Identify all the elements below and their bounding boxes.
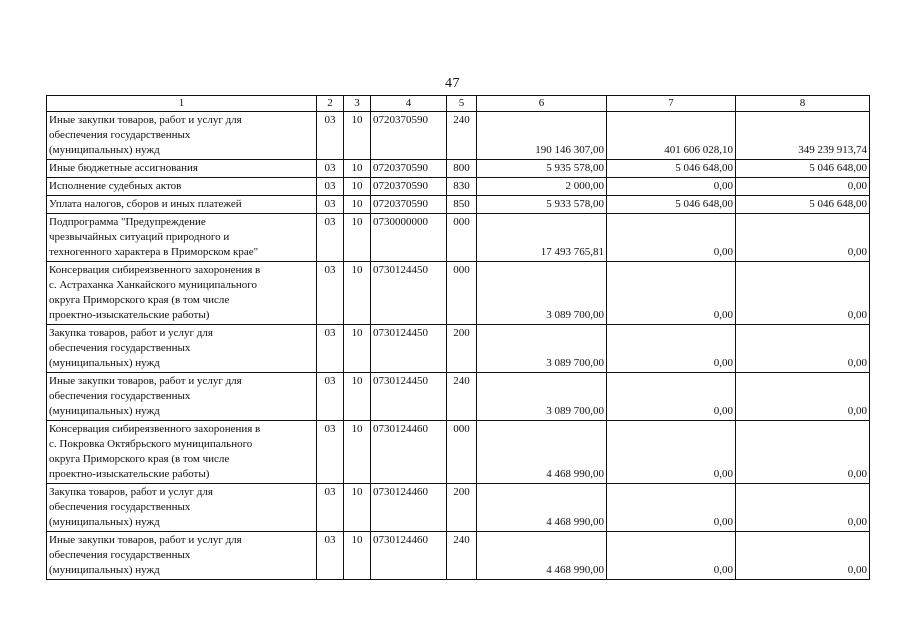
amount-col-7: 5 046 648,00	[607, 196, 736, 214]
amount-col-8: 0,00	[736, 262, 870, 325]
section-code: 03	[317, 178, 344, 196]
amount-col-7: 0,00	[607, 262, 736, 325]
table-row	[47, 262, 870, 325]
target-article-code: 0720370590	[371, 178, 447, 196]
row-name	[47, 373, 317, 421]
row-name-line: обеспечения государственных	[49, 342, 191, 354]
row-name-line: округа Приморского края (в том числе	[49, 294, 230, 306]
amount-col-6: 4 468 990,00	[477, 421, 607, 484]
row-name-line: (муниципальных) нужд	[49, 564, 160, 576]
section-code: 03	[317, 421, 344, 484]
row-name-line: с. Покровка Октябрьского муниципального	[49, 438, 253, 450]
row-name	[47, 160, 317, 178]
expense-type-code: 240	[447, 112, 477, 160]
row-name	[47, 532, 317, 580]
header-cell: 5	[447, 96, 477, 112]
amount-col-8: 0,00	[736, 178, 870, 196]
expense-type-code: 850	[447, 196, 477, 214]
target-article-code: 0720370590	[371, 160, 447, 178]
expense-type-code: 240	[447, 532, 477, 580]
amount-col-6: 190 146 307,00	[477, 112, 607, 160]
header-cell: 1	[47, 96, 317, 112]
row-name-line: (муниципальных) нужд	[49, 516, 160, 528]
amount-col-7: 0,00	[607, 421, 736, 484]
expense-type-code: 830	[447, 178, 477, 196]
amount-col-8: 0,00	[736, 532, 870, 580]
header-row	[47, 96, 870, 112]
amount-col-7: 0,00	[607, 484, 736, 532]
amount-col-6: 3 089 700,00	[477, 373, 607, 421]
table-body	[47, 96, 870, 580]
table-row	[47, 532, 870, 580]
amount-col-7: 0,00	[607, 178, 736, 196]
header-cell: 7	[607, 96, 736, 112]
expense-type-code: 000	[447, 214, 477, 262]
target-article-code: 0730124460	[371, 484, 447, 532]
header-cell: 3	[344, 96, 371, 112]
section-code: 03	[317, 325, 344, 373]
row-name-line: обеспечения государственных	[49, 549, 191, 561]
row-name	[47, 112, 317, 160]
subsection-code: 10	[344, 112, 371, 160]
header-cell: 8	[736, 96, 870, 112]
expense-type-code: 200	[447, 484, 477, 532]
subsection-code: 10	[344, 484, 371, 532]
header-cell: 4	[371, 96, 447, 112]
target-article-code: 0730000000	[371, 214, 447, 262]
row-name-line: обеспечения государственных	[49, 390, 191, 402]
section-code: 03	[317, 262, 344, 325]
table-row	[47, 214, 870, 262]
expense-type-code: 000	[447, 421, 477, 484]
header-cell: 6	[477, 96, 607, 112]
table-row	[47, 421, 870, 484]
row-name	[47, 262, 317, 325]
row-name-line: Закупка товаров, работ и услуг для	[49, 486, 213, 498]
row-name-line: проектно-изыскательские работы)	[49, 468, 210, 480]
amount-col-6: 4 468 990,00	[477, 532, 607, 580]
row-name-line: Иные закупки товаров, работ и услуг для	[49, 534, 242, 546]
subsection-code: 10	[344, 178, 371, 196]
target-article-code: 0730124460	[371, 421, 447, 484]
amount-col-6: 3 089 700,00	[477, 262, 607, 325]
target-article-code: 0730124450	[371, 262, 447, 325]
target-article-code: 0730124460	[371, 532, 447, 580]
row-name-line: Подпрограмма "Предупреждение	[49, 216, 206, 228]
target-article-code: 0720370590	[371, 112, 447, 160]
section-code: 03	[317, 373, 344, 421]
row-name-line: обеспечения государственных	[49, 501, 191, 513]
header-cell: 2	[317, 96, 344, 112]
amount-col-7: 0,00	[607, 214, 736, 262]
subsection-code: 10	[344, 532, 371, 580]
row-name-line: Исполнение судебных актов	[49, 180, 182, 192]
table-row	[47, 112, 870, 160]
row-name-line: обеспечения государственных	[49, 129, 191, 141]
subsection-code: 10	[344, 421, 371, 484]
row-name-line: (муниципальных) нужд	[49, 357, 160, 369]
row-name-line: Консервация сибиреязвенного захоронения в	[49, 264, 261, 276]
row-name-line: Уплата налогов, сборов и иных платежей	[49, 198, 242, 210]
amount-col-7: 5 046 648,00	[607, 160, 736, 178]
page-number: 47	[445, 76, 460, 91]
table-row	[47, 325, 870, 373]
amount-col-8: 349 239 913,74	[736, 112, 870, 160]
row-name-line: Закупка товаров, работ и услуг для	[49, 327, 213, 339]
amount-col-8: 0,00	[736, 373, 870, 421]
row-name-line: (муниципальных) нужд	[49, 144, 160, 156]
expense-type-code: 800	[447, 160, 477, 178]
row-name-line: Иные закупки товаров, работ и услуг для	[49, 375, 242, 387]
expense-type-code: 240	[447, 373, 477, 421]
table-row	[47, 160, 870, 178]
subsection-code: 10	[344, 325, 371, 373]
amount-col-6: 5 933 578,00	[477, 196, 607, 214]
section-code: 03	[317, 160, 344, 178]
target-article-code: 0730124450	[371, 373, 447, 421]
section-code: 03	[317, 112, 344, 160]
amount-col-8: 5 046 648,00	[736, 160, 870, 178]
table-row	[47, 373, 870, 421]
amount-col-6: 17 493 765,81	[477, 214, 607, 262]
row-name	[47, 484, 317, 532]
target-article-code: 0730124450	[371, 325, 447, 373]
section-code: 03	[317, 532, 344, 580]
amount-col-6: 5 935 578,00	[477, 160, 607, 178]
row-name	[47, 325, 317, 373]
expense-type-code: 000	[447, 262, 477, 325]
row-name-line: техногенного характера в Приморском крае"	[49, 246, 259, 258]
amount-col-7: 0,00	[607, 532, 736, 580]
row-name-line: чрезвычайных ситуаций природного и	[49, 231, 230, 243]
amount-col-6: 4 468 990,00	[477, 484, 607, 532]
table-row	[47, 196, 870, 214]
amount-col-7: 401 606 028,10	[607, 112, 736, 160]
row-name-line: Консервация сибиреязвенного захоронения в	[49, 423, 261, 435]
subsection-code: 10	[344, 196, 371, 214]
row-name	[47, 214, 317, 262]
subsection-code: 10	[344, 214, 371, 262]
amount-col-6: 3 089 700,00	[477, 325, 607, 373]
row-name-line: проектно-изыскательские работы)	[49, 309, 210, 321]
subsection-code: 10	[344, 373, 371, 421]
section-code: 03	[317, 196, 344, 214]
target-article-code: 0720370590	[371, 196, 447, 214]
table-row	[47, 178, 870, 196]
row-name	[47, 196, 317, 214]
row-name-line: с. Астраханка Ханкайского муниципального	[49, 279, 258, 291]
amount-col-7: 0,00	[607, 325, 736, 373]
amount-col-7: 0,00	[607, 373, 736, 421]
row-name-line: округа Приморского края (в том числе	[49, 453, 230, 465]
budget-table	[46, 95, 870, 580]
row-name-line: Иные бюджетные ассигнования	[49, 162, 198, 174]
subsection-code: 10	[344, 160, 371, 178]
amount-col-8: 5 046 648,00	[736, 196, 870, 214]
amount-col-6: 2 000,00	[477, 178, 607, 196]
amount-col-8: 0,00	[736, 325, 870, 373]
section-code: 03	[317, 214, 344, 262]
expense-type-code: 200	[447, 325, 477, 373]
amount-col-8: 0,00	[736, 214, 870, 262]
subsection-code: 10	[344, 262, 371, 325]
row-name-line: Иные закупки товаров, работ и услуг для	[49, 114, 242, 126]
amount-col-8: 0,00	[736, 421, 870, 484]
section-code: 03	[317, 484, 344, 532]
row-name-line: (муниципальных) нужд	[49, 405, 160, 417]
table-row	[47, 484, 870, 532]
amount-col-8: 0,00	[736, 484, 870, 532]
row-name	[47, 178, 317, 196]
row-name	[47, 421, 317, 484]
